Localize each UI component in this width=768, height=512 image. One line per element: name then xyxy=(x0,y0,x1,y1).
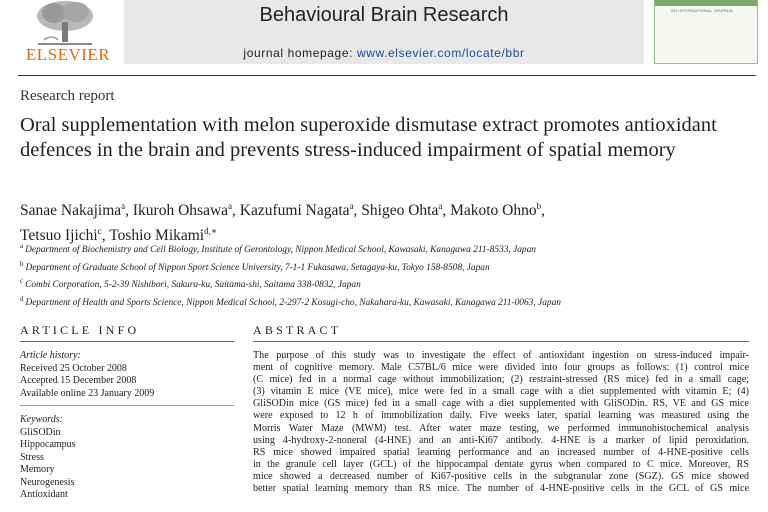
affiliation-text: Department of Biochemistry and Cell Biology, Institute of Gerontology, Nippon Medical School, Kawasaki, Kanagawa 211-8533, Japan xyxy=(25,245,536,256)
journal-cover-thumbnail[interactable] xyxy=(654,0,758,64)
article-type: Research report xyxy=(20,88,115,104)
abstract-line: mice showed a decreased number of Ki67-positive cells in the subgranular zone (SGZ). GS mice showed xyxy=(253,470,749,482)
author-name[interactable]: Ikuroh Ohsawa xyxy=(132,202,229,220)
author-affiliation-mark[interactable]: b xyxy=(536,201,542,211)
affiliation-mark: b xyxy=(20,259,24,268)
author-affiliation-mark[interactable]: a xyxy=(121,201,126,211)
homepage-prefix: journal homepage: xyxy=(243,46,357,60)
abstract-line: in the granule cell layer (GCL) of the hippocampal dentate gyrus when compared to C mice. Moreover, RS xyxy=(253,458,749,470)
accepted-date: Accepted 15 December 2008 xyxy=(20,375,137,386)
abstract-line: were exposed to 12 h of immobilization daily. Five weeks later, spatial learning was measured using the xyxy=(253,410,749,422)
received-date: Received 25 October 2008 xyxy=(20,362,127,374)
affiliation-item xyxy=(20,258,750,276)
affiliation-mark: c xyxy=(20,277,24,286)
affiliation-item xyxy=(20,275,750,293)
elsevier-tree-icon xyxy=(32,0,98,46)
affiliation-text: Department of Health and Sports Science, Nippon Medical School, 2-297-2 Kosugi-cho, Nakahara-ku, Kawasaki, Kanagawa 211-0063, Japan xyxy=(25,298,561,308)
header-divider xyxy=(18,75,756,76)
publisher-name: ELSEVIER xyxy=(25,45,111,64)
abstract-line: (3) vitamin E mice (VE mice), mice were fed in a small cage with a diet supplemented with vitamin E; (4) xyxy=(253,386,749,398)
history-divider xyxy=(20,405,234,406)
keyword-item: Antioxidant xyxy=(20,489,68,500)
cover-caption: AN INTERNATIONAL JOURNAL xyxy=(671,8,734,13)
affiliation-list xyxy=(20,240,750,311)
author-affiliation-mark[interactable]: a xyxy=(438,201,443,211)
author-name[interactable]: Makoto Ohno xyxy=(450,202,537,220)
keywords-label: Keywords: xyxy=(20,414,63,425)
author-affiliation-mark[interactable]: d,∗ xyxy=(204,226,217,237)
keyword-item: Neurogenesis xyxy=(20,476,75,488)
article-title: Oral supplementation with melon superoxide dismutase extract promotes antioxidant defences in the brain and prevents stress-induced impairment of spatial memory xyxy=(20,114,717,161)
abstract-line: (C mice) fed in a normal cage without immobilization; (2) restraint-stressed (RS mice) fed in a small cage; xyxy=(253,374,749,386)
abstract-heading: ABSTRACT xyxy=(253,323,342,337)
abstract-line: ment of cognitive memory. Male C57BL/6 mice were divided into four groups as follows: (1) control mice xyxy=(253,362,749,374)
author-name[interactable]: Shigeo Ohta xyxy=(361,202,439,220)
article-info-heading: ARTICLE INFO xyxy=(20,323,140,337)
abstract-line: GliSODin mice (GS mice) fed in a small cage with a diet supplemented with GliSODin. RS, VE and GS mice xyxy=(253,398,749,410)
affiliation-item xyxy=(20,293,750,311)
affiliation-text: Combi Corporation, 5-2-39 Nishibori, Sakura-ku, Saitama-shi, Saitama 338-0832, Japan xyxy=(25,280,361,291)
affiliation-item xyxy=(20,240,750,258)
author-name[interactable]: Kazufumi Nagata xyxy=(239,202,350,220)
abstract-line: RS mice showed impaired spatial learning performance and an increased number of 4-HNE-positive cells xyxy=(253,446,749,458)
online-date: Available online 23 January 2009 xyxy=(20,387,155,399)
keywords-section xyxy=(20,414,234,502)
abstract-line: better spatial learning memory than RS mice. The number of 4-HNE-positive cells in the GCL of GS mice xyxy=(253,483,749,495)
author-name[interactable]: Sanae Nakajima xyxy=(20,202,122,220)
journal-banner xyxy=(124,0,644,64)
article-history xyxy=(20,350,234,400)
keyword-item: GliSODin xyxy=(20,426,61,438)
keyword-item: Memory xyxy=(20,464,55,475)
author-affiliation-mark[interactable]: a xyxy=(228,201,233,211)
abstract-line: Morris Water Maze (MWM) test. After water maze testing, we performed immunohistochemical analysis xyxy=(253,422,749,434)
keyword-item: Stress xyxy=(20,451,44,463)
abstract-text xyxy=(253,350,749,495)
publisher-logo[interactable] xyxy=(18,0,111,66)
cover-stripe xyxy=(655,0,757,6)
affiliation-mark: a xyxy=(20,242,24,250)
journal-title[interactable]: Behavioural Brain Research xyxy=(259,4,509,26)
abstract-divider xyxy=(253,341,749,342)
abstract-line: using 4-hydroxy-2-noneral (4-HNE) and an anti-Ki67 antibody. 4-HNE is a marker of lipid peroxidation. xyxy=(253,434,749,446)
homepage-link[interactable]: www.elsevier.com/locate/bbr xyxy=(356,46,525,60)
keyword-item: Hippocampus xyxy=(20,439,76,450)
journal-homepage xyxy=(124,46,644,60)
article-info-divider xyxy=(20,341,234,342)
author-list: Sanae Nakajima$^a$, Ikuroh Ohsawa$^a$, Kazufumi Nagata$^a$, Shigeo Ohta$^a$, Makoto Ohno$^b$, Tetsuo Ijichi$^c$, Toshio Mikami$^{d,∗}$ xyxy=(20,201,546,245)
author-name[interactable]: Tetsuo Ijichi xyxy=(20,227,98,245)
author-name[interactable]: Toshio Mikami xyxy=(109,227,205,245)
author-affiliation-mark[interactable]: c xyxy=(97,226,102,237)
affiliation-text: Department of Graduate School of Nippon Sport Science University, 7-1-1 Fukasawa, Setagaya-ku, Tokyo 158-8508, Japan xyxy=(25,262,490,273)
abstract-line: The purpose of this study was to investigate the effect of antioxidant ingestion on stress-induced impair- xyxy=(253,350,749,361)
history-label: Article history: xyxy=(20,350,81,361)
affiliation-mark: d xyxy=(20,294,24,303)
author-affiliation-mark[interactable]: a xyxy=(349,201,354,211)
